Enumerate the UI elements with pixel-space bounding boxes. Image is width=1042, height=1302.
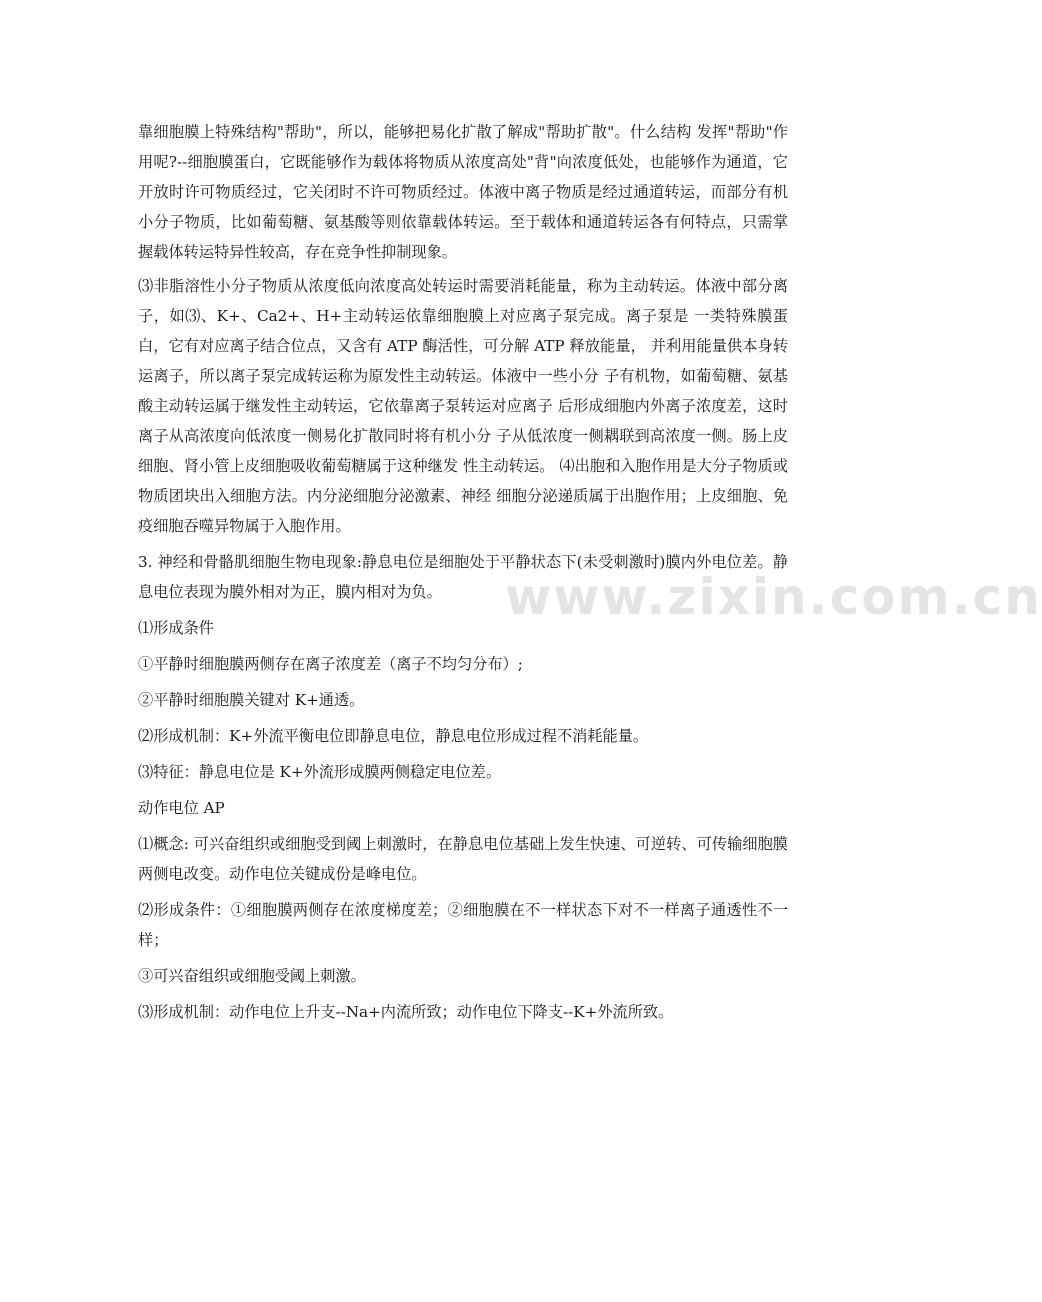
heading-action-potential: 动作电位 AP — [138, 799, 225, 817]
paragraph-ap-condition: ⑵形成条件：①细胞膜两侧存在浓度梯度差；②细胞膜在不一样状态下对不一样离子通透性不一样； — [138, 901, 788, 949]
paragraph-ap-condition-3: ③可兴奋组织或细胞受阈上刺激。 — [138, 967, 366, 985]
paragraph-active-transport: ⑶非脂溶性小分子物质从浓度低向浓度高处转运时需要消耗能量，称为主动转运。体液中部分离子，如⑶、K+、Ca2+、H+主动转运依靠细胞膜上对应离子泵完成。离子泵是 一类特殊膜蛋白，它有对应离子结合位点，又含有 ATP 酶活性，可分解 ATP 释放能量， 并利用能量供本身转运离子，所以离子泵完成转运称为原发性主动转运。体液中一些小分 子有机物，如葡萄糖、氨基酸主动转运属于继发性主动转运，它依靠离子泵转运对应离子 后形成细胞内外离子浓度差，这时离子从高浓度向低浓度一侧易化扩散同时将有机小分 子从低浓度一侧耦联到高浓度一侧。肠上皮细胞、肾小管上皮细胞吸收葡萄糖属于这种继发 性主动转运。 ⑷出胞和入胞作用是大分子物质或物质团块出入细胞方法。内分泌细胞分泌激素、神经 细胞分泌递质属于出胞作用；上皮细胞、免疫细胞吞噬异物属于入胞作用。 — [138, 277, 788, 535]
paragraph-bioelectric-phenomena: 3. 神经和骨骼肌细胞生物电现象:静息电位是细胞处于平静状态下(未受刺激时)膜内外电位差。静息电位表现为膜外相对为正，膜内相对为负。 — [138, 553, 788, 601]
watermark: www.zixin.com.cn — [505, 568, 1042, 626]
paragraph-rp-condition-1: ①平静时细胞膜两侧存在离子浓度差（离子不均匀分布）; — [138, 655, 523, 673]
paragraph-ap-mechanism: ⑶形成机制：动作电位上升支--Na+内流所致；动作电位下降支--K+外流所致。 — [138, 1003, 674, 1021]
document-body — [138, 117, 788, 1033]
heading-rp-condition: ⑴形成条件 — [138, 619, 214, 637]
paragraph-rp-feature: ⑶特征：静息电位是 K+外流形成膜两侧稳定电位差。 — [138, 763, 502, 781]
paragraph-ap-concept: ⑴概念: 可兴奋组织或细胞受到阈上刺激时，在静息电位基础上发生快速、可逆转、可传输细胞膜两侧电改变。动作电位关键成份是峰电位。 — [138, 835, 788, 883]
paragraph-rp-condition-2: ②平静时细胞膜关键对 K+通透。 — [138, 691, 365, 709]
paragraph-facilitated-diffusion: 靠细胞膜上特殊结构"帮助"，所以，能够把易化扩散了解成"帮助扩散"。什么结构 发挥"帮助"作用呢?--细胞膜蛋白，它既能够作为载体将物质从浓度高处"背"向浓度低处，也能够作为通道，它开放时许可物质经过，它关闭时不许可物质经过。体液中离子物质是经过通道转运，而部分有机小分子物质，比如葡萄糖、氨基酸等则依靠载体转运。至于载体和通道转运各有何特点，只需掌握载体转运特异性较高，存在竞争性抑制现象。 — [138, 123, 788, 261]
paragraph-rp-mechanism: ⑵形成机制：K+外流平衡电位即静息电位，静息电位形成过程不消耗能量。 — [138, 727, 649, 745]
